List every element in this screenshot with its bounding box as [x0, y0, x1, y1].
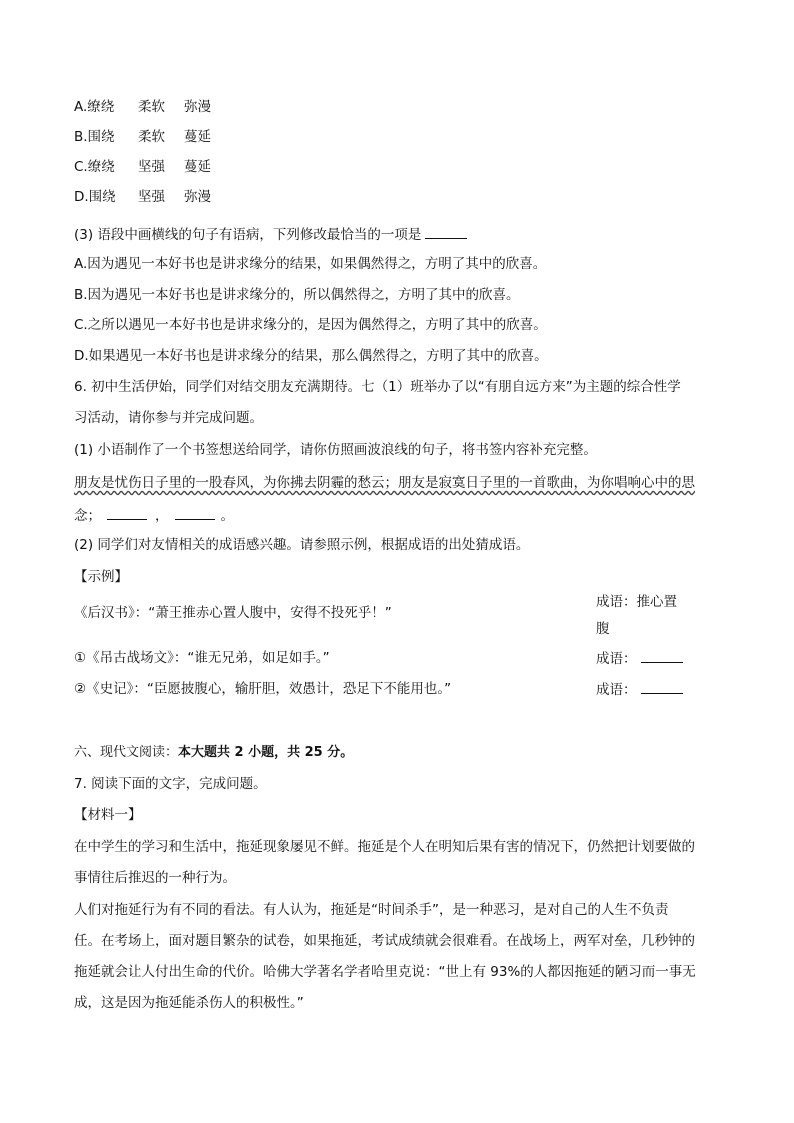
question-3-option-d: D.如果遇见一本好书也是讲求缘分的结果，那么偶然得之，方明了其中的欣喜。 [74, 348, 548, 364]
answer-label: 成语： [596, 682, 637, 698]
paragraph-1-line2: 事情往后推迟的一种行为。 [74, 870, 236, 886]
idiom-item-2-source: ②《史记》：“臣愿披腹心，输肝胆，效愚计，恐足下不能用也。” [74, 681, 452, 697]
question-3-option-b: B.因为遇见一本好书也是讲求缘分的，所以偶然得之，方明了其中的欣喜。 [74, 287, 520, 303]
question-3-option-c: C.之所以遇见一本好书也是讲求缘分的，是因为偶然得之，方明了其中的欣喜。 [74, 317, 547, 333]
question-6-sub2: (2) 同学们对友情相关的成语感兴趣。请参照示例，根据成语的出处猜成语。 [74, 537, 530, 553]
wavy-sentence: 朋友是忧伤日子里的一股春风，为你拂去阴霾的愁云；朋友是寂寞日子里的一首歌曲，为你唱响心中的思 [74, 475, 695, 491]
option-c [74, 157, 244, 177]
question-6-stem-line2: 习活动，请你参与并完成问题。 [74, 410, 263, 426]
continuation-end: 。 [220, 508, 234, 524]
answer-blank[interactable] [641, 679, 683, 694]
option-b [74, 127, 244, 147]
question-3-stem [74, 224, 467, 245]
idiom-item-2-answer [596, 679, 683, 700]
question-6-stem-line1: 6. 初中生活伊始，同学们对结交朋友充满期待。七（1）班举办了以“有朋自远方来”为主题的综合性学 [74, 379, 681, 395]
material-1-label: 【材料一】 [74, 807, 142, 823]
question-6-sub1: (1) 小语制作了一个书签想送给同学，请你仿照画波浪线的句子，将书签内容补充完整。 [74, 442, 597, 458]
option-word: 柔软 [138, 129, 165, 145]
answer-label: 成语： [596, 651, 637, 667]
paragraph-1-line1: 在中学生的学习和生活中，拖延现象屡见不鲜。拖延是个人在明知后果有害的情况下，仍然把计划要做的 [74, 839, 695, 855]
question-text: (3) 语段中画横线的句子有语病，下列修改最恰当的一项是 [74, 227, 422, 243]
answer-blank[interactable] [425, 224, 467, 239]
paragraph-2-line1: 人们对拖延行为有不同的看法。有人认为，拖延是“时间杀手”，是一种恶习，是对自己的人生不负责 [74, 902, 669, 918]
answer-blank[interactable] [107, 505, 147, 520]
option-word: 弥漫 [184, 189, 211, 205]
paragraph-2-line2: 任。在考场上，面对题目繁杂的试卷，如果拖延，考试成绩就会很难看。在战场上，两军对垒，几秒钟的 [74, 933, 695, 949]
option-word: 弥漫 [184, 99, 211, 115]
example-answer-line1: 成语：推心置 [596, 594, 677, 610]
option-word: 坚强 [138, 189, 165, 205]
idiom-item-1-answer [596, 648, 683, 669]
continuation-start: 念； [74, 508, 101, 524]
option-label: B.围绕 [74, 129, 115, 145]
option-word: 坚强 [138, 159, 165, 175]
answer-blank[interactable] [641, 648, 683, 663]
idiom-item-1-source: ①《吊古战场文》：“谁无兄弟，如足如手。” [74, 650, 330, 666]
example-label: 【示例】 [74, 569, 128, 585]
option-label: A.缭绕 [74, 99, 115, 115]
option-label: D.围绕 [74, 189, 116, 205]
continuation-comma: ， [155, 508, 169, 524]
option-word: 蔓延 [184, 159, 211, 175]
question-3-option-a: A.因为遇见一本好书也是讲求缘分的结果，如果偶然得之，方明了其中的欣喜。 [74, 256, 547, 272]
paragraph-2-line4: 成，这是因为拖延能杀伤人的积极性。” [74, 995, 304, 1011]
section-prefix: 六、现代文阅读： [74, 745, 179, 760]
option-label: C.缭绕 [74, 159, 115, 175]
example-answer-line2: 腹 [596, 621, 610, 637]
option-word: 蔓延 [184, 129, 211, 145]
question-7-stem: 7. 阅读下面的文字，完成问题。 [74, 776, 267, 792]
option-a [74, 97, 244, 117]
section-detail: 本大题共 2 小题，共 25 分。 [178, 745, 354, 760]
example-source: 《后汉书》：“萧王推赤心置人腹中，安得不投死乎！” [74, 605, 392, 621]
answer-blank[interactable] [175, 505, 215, 520]
option-word: 柔软 [138, 99, 165, 115]
section-6-heading [74, 743, 353, 763]
bookmark-continuation [74, 505, 234, 526]
paragraph-2-line3: 拖延就会让人付出生命的代价。哈佛大学著名学者哈里克说：“世上有 93%的人都因拖延的陋习而一事无 [74, 964, 696, 980]
option-d [74, 187, 244, 207]
